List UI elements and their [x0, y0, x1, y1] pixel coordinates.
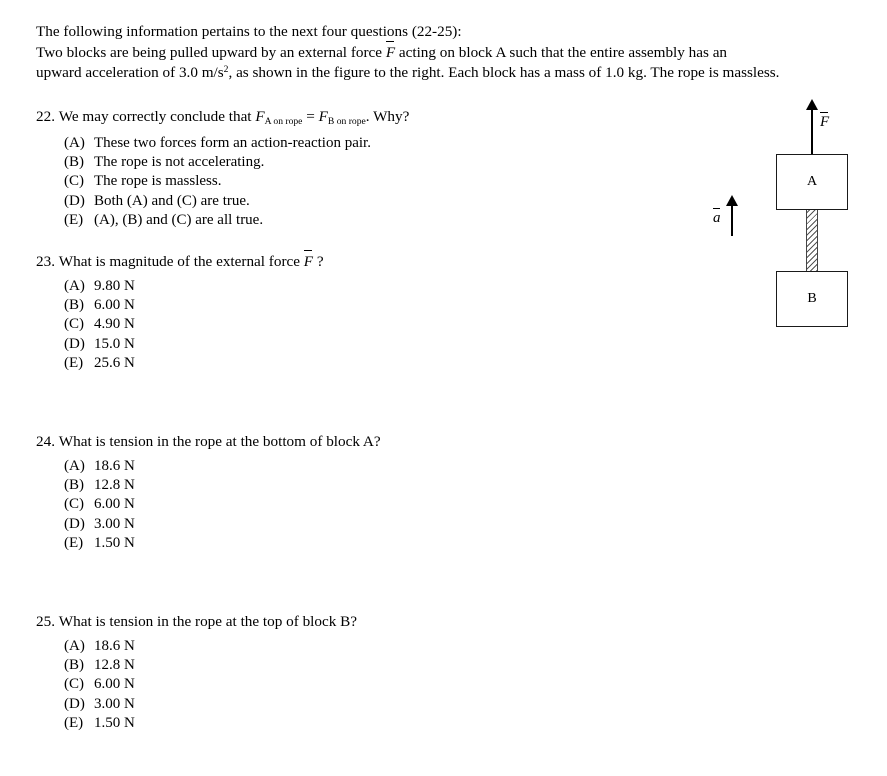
question-22-number: 22.: [36, 108, 55, 125]
choice-text: These two forces form an action-reaction pair.: [94, 135, 371, 151]
choice-item[interactable]: [36, 675, 596, 694]
question-24-text: What is tension in the rope at the bottom of block A?: [58, 433, 381, 450]
question-22-subscript-2: B on rope: [327, 116, 366, 127]
choice-letter: (A): [64, 135, 85, 151]
intro-line-3-post: , as shown in the figure to the right. Each block has a mass of 1.0 kg. The rope is massless.: [228, 64, 780, 81]
question-22-equals: =: [302, 108, 319, 125]
question-24-choices: [36, 457, 596, 553]
intro-line-2-post: acting on block A such that the entire assembly has an: [395, 43, 728, 61]
choice-item[interactable]: [36, 476, 596, 495]
question-22-symbol-1: F: [255, 108, 265, 125]
choice-text: (A), (B) and (C) are all true.: [94, 211, 264, 228]
question-25: [36, 612, 596, 733]
choice-letter: (C): [64, 676, 84, 693]
acceleration-arrow-label: [713, 210, 721, 227]
block-b-label: B: [807, 291, 817, 306]
block-a: [776, 154, 848, 210]
choice-item[interactable]: [36, 457, 596, 476]
choice-letter: (D): [64, 192, 85, 209]
physics-figure: [700, 100, 870, 350]
choice-item[interactable]: [36, 534, 596, 553]
rope: [806, 210, 818, 271]
choice-letter: (B): [64, 477, 84, 494]
question-23-text-pre: What is magnitude of the external force: [58, 253, 304, 270]
choice-item[interactable]: [36, 277, 596, 296]
choice-letter: (A): [64, 638, 85, 654]
choice-item[interactable]: [36, 315, 596, 334]
choice-letter: (E): [64, 211, 84, 228]
choice-text: 3.00 N: [94, 515, 135, 532]
intro-line-3-exponent: 2: [223, 64, 229, 75]
question-23-stem: [36, 252, 596, 271]
choice-item[interactable]: [36, 192, 596, 211]
choice-letter: (B): [64, 154, 84, 171]
choice-item[interactable]: [36, 495, 596, 514]
choice-text: 4.90 N: [94, 316, 135, 333]
question-22-subscript-1: A on rope: [264, 116, 303, 127]
choice-text: 12.8 N: [94, 657, 135, 674]
force-arrow-icon: [811, 108, 813, 154]
choice-letter: (B): [64, 297, 84, 314]
choice-item[interactable]: [36, 714, 596, 733]
force-vector-symbol: F: [820, 114, 830, 130]
question-22-symbol-2: F: [318, 108, 328, 125]
choice-letter: (C): [64, 173, 84, 190]
intro-line-3-pre: upward acceleration of 3.0 m/s: [36, 64, 224, 81]
question-22-stem: [36, 107, 596, 128]
choice-text: 25.6 N: [94, 354, 135, 371]
block-a-label: A: [806, 174, 818, 189]
choice-text: The rope is massless.: [94, 173, 222, 190]
choice-item[interactable]: [36, 153, 596, 172]
choice-item[interactable]: [36, 656, 596, 675]
choice-letter: (E): [64, 354, 84, 371]
intro-line-3: [36, 63, 861, 86]
question-25-choices: [36, 637, 596, 733]
choice-letter: (D): [64, 335, 85, 352]
choice-text: 18.6 N: [94, 458, 135, 474]
intro-line-2: [36, 43, 861, 64]
question-25-number: 25.: [36, 613, 55, 630]
choice-letter: (B): [64, 657, 84, 674]
choice-item[interactable]: [36, 335, 596, 354]
acceleration-arrow-icon: [731, 204, 733, 236]
intro-line-2-pre: Two blocks are being pulled upward by an external force: [36, 43, 386, 61]
question-25-stem: [36, 612, 596, 631]
choice-text: 1.50 N: [94, 714, 135, 731]
choice-item[interactable]: [36, 354, 596, 373]
question-22-choices: [36, 134, 596, 230]
choice-text: 3.00 N: [94, 695, 135, 712]
choice-text: The rope is not accelerating.: [94, 154, 265, 171]
choice-text: Both (A) and (C) are true.: [94, 192, 250, 209]
question-23: [36, 252, 596, 373]
question-22-text-pre: We may correctly conclude that: [58, 108, 256, 125]
choice-item[interactable]: [36, 515, 596, 534]
force-vector-symbol: F: [386, 43, 395, 64]
choice-item[interactable]: [36, 637, 596, 656]
choice-text: 9.80 N: [94, 278, 135, 294]
choice-letter: (E): [64, 714, 84, 731]
question-23-choices: [36, 277, 596, 373]
question-23-number: 23.: [36, 253, 55, 270]
acceleration-vector-symbol: a: [713, 210, 721, 226]
choice-text: 12.8 N: [94, 477, 135, 494]
choice-text: 6.00 N: [94, 676, 135, 693]
force-vector-symbol: F: [303, 253, 314, 270]
choice-text: 6.00 N: [94, 297, 135, 314]
choice-letter: (D): [64, 515, 85, 532]
question-22: [36, 107, 596, 230]
choice-letter: (E): [64, 534, 84, 551]
question-24-stem: [36, 432, 596, 451]
question-24: [36, 432, 596, 553]
question-25-text: What is tension in the rope at the top of block B?: [58, 613, 357, 630]
choice-letter: (C): [64, 316, 84, 333]
choice-text: 15.0 N: [94, 335, 135, 352]
choice-letter: (C): [64, 496, 84, 513]
choice-letter: (A): [64, 278, 85, 294]
block-b: [776, 271, 848, 327]
choice-item[interactable]: [36, 211, 596, 230]
intro-line-1: The following information pertains to the next four questions (22-25):: [36, 23, 462, 40]
choice-letter: (D): [64, 695, 85, 712]
choice-text: 6.00 N: [94, 496, 135, 513]
choice-item[interactable]: [36, 172, 596, 191]
choice-item[interactable]: [36, 296, 596, 315]
choice-item[interactable]: [36, 134, 596, 153]
intro-paragraph: [36, 22, 861, 86]
choice-item[interactable]: [36, 695, 596, 714]
choice-text: 1.50 N: [94, 534, 135, 551]
choice-text: 18.6 N: [94, 638, 135, 654]
choice-letter: (A): [64, 458, 85, 474]
force-arrow-label: [820, 114, 829, 131]
question-23-text-post: ?: [313, 253, 324, 270]
question-22-text-post: . Why?: [365, 108, 410, 125]
question-24-number: 24.: [36, 433, 55, 450]
